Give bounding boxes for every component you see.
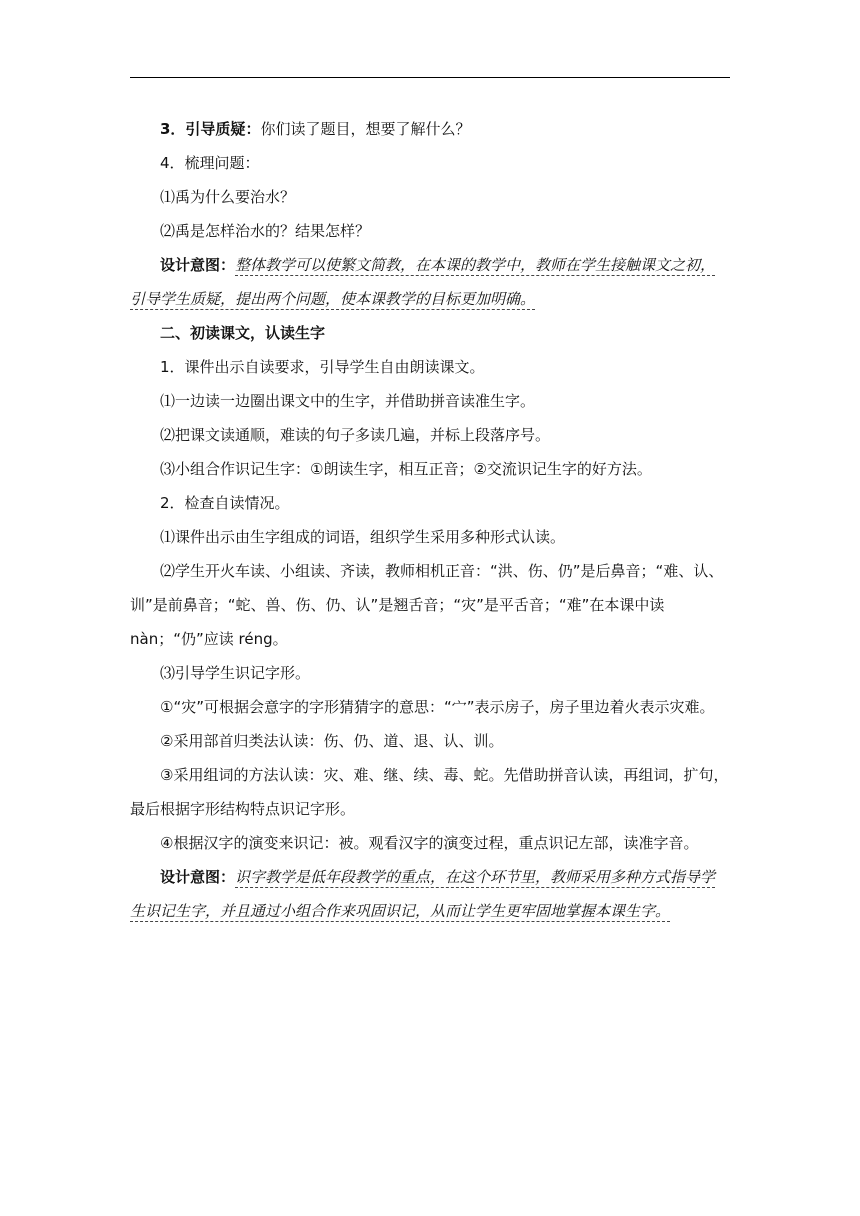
step-text: 你们读了题目，想要了解什么？ <box>260 120 471 138</box>
design-intent-text: 识字教学是低年段教学的重点，在这个环节里，教师采用多种方式指导学生识记生字，并且通过小组合作来巩固识记，从而让学生更牢固地掌握本课生字。 <box>130 868 716 920</box>
design-intent-2 <box>130 860 730 928</box>
design-intent-1 <box>130 248 730 316</box>
paragraph-item-2: ⑵把课文读通顺，难读的句子多读几遍，并标上段落序号。 <box>160 426 551 444</box>
design-intent-label: 设计意图： <box>160 256 236 274</box>
paragraph-check-2: ⑵学生开火车读、小组读、齐读，教师相机正音：“洪、伤、仍”是后鼻音；“难、认、训”是前鼻音；“蛇、兽、伤、仍、认”是翘舌音；“灾”是平舌音；“难”在本课中读 nàn；“仍”应读 réng。 <box>130 562 724 648</box>
paragraph-step-2: 2．检查自读情况。 <box>160 494 290 512</box>
paragraph-method-2: ②采用部首归类法认读：伤、仍、道、退、认、训。 <box>160 732 504 750</box>
paragraph-check-3: ⑶引导学生识记字形。 <box>160 664 311 682</box>
paragraph-method-3: ③采用组词的方法认读：灾、难、继、续、毒、蛇。先借助拼音认读，再组词，扩句，最后根据字形结构特点识记字形。 <box>130 766 729 818</box>
paragraph-item-1: ⑴一边读一边圈出课文中的生字，并借助拼音读准生字。 <box>160 392 536 410</box>
section-heading: 二、初读课文，认读生字 <box>160 324 326 342</box>
design-intent-label: 设计意图： <box>160 868 236 886</box>
question-2: ⑵禹是怎样治水的？结果怎样？ <box>160 222 371 240</box>
paragraph-item-3: ⑶小组合作识记生字：①朗读生字，相互正音；②交流识记生字的好方法。 <box>160 460 652 478</box>
paragraph-guide-questioning <box>130 112 730 146</box>
paragraph-sort-questions: 4．梳理问题： <box>160 154 260 172</box>
document-body <box>130 112 730 928</box>
paragraph-step-1: 1．课件出示自读要求，引导学生自由朗读课文。 <box>160 358 485 376</box>
header-rule <box>130 77 730 78</box>
paragraph-method-4: ④根据汉字的演变来识记：被。观看汉字的演变过程，重点识记左部，读准字音。 <box>160 834 699 852</box>
design-intent-text: 整体教学可以使繁文简教，在本课的教学中，教师在学生接触课文之初，引导学生质疑，提出两个问题，使本课教学的目标更加明确。 <box>130 256 716 308</box>
paragraph-method-1: ①“灾”可根据会意字的字形猜猜字的意思：“宀”表示房子，房子里边着火表示灾难。 <box>160 698 715 716</box>
paragraph-check-1: ⑴课件出示由生字组成的词语，组织学生采用多种形式认读。 <box>160 528 566 546</box>
step-label: 3．引导质疑： <box>160 120 261 138</box>
question-1: ⑴禹为什么要治水？ <box>160 188 296 206</box>
